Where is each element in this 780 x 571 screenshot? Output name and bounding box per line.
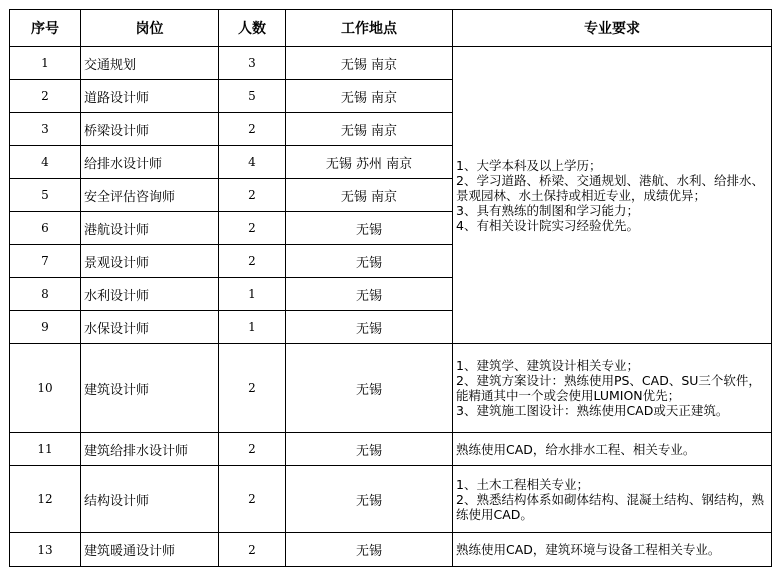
cell-count: 2 — [219, 245, 286, 278]
header-requirements: 专业要求 — [453, 10, 772, 47]
header-position: 岗位 — [81, 10, 219, 47]
requirement-line: 2、熟悉结构体系如砌体结构、混凝土结构、钢结构，熟练使用CAD。 — [456, 491, 764, 522]
cell-location: 无锡 — [286, 344, 453, 433]
cell-location: 无锡 苏州 南京 — [286, 146, 453, 179]
cell-seq: 1 — [10, 47, 81, 80]
cell-count: 2 — [219, 433, 286, 466]
cell-location: 无锡 南京 — [286, 179, 453, 212]
cell-position: 水利设计师 — [81, 278, 219, 311]
cell-seq: 2 — [10, 80, 81, 113]
requirement-line: 1、建筑学、建筑设计相关专业； — [456, 358, 639, 373]
cell-location: 无锡 南京 — [286, 47, 453, 80]
header-count: 人数 — [219, 10, 286, 47]
cell-location: 无锡 — [286, 311, 453, 344]
cell-position: 建筑暖通设计师 — [81, 533, 219, 567]
cell-position: 桥梁设计师 — [81, 113, 219, 146]
requirement-line: 1、土木工程相关专业； — [456, 476, 589, 492]
cell-seq: 12 — [10, 466, 81, 533]
cell-seq: 7 — [10, 245, 81, 278]
cell-location: 无锡 — [286, 433, 453, 466]
requirement-line: 2、学习道路、桥梁、交通规划、港航、水利、给排水、景观园林、水土保持或相近专业，成绩优异； — [456, 172, 764, 203]
table-row — [10, 466, 772, 533]
cell-count: 2 — [219, 344, 286, 433]
table-row — [10, 533, 772, 567]
requirement-line: 4、有相关设计院实习经验优先。 — [456, 217, 639, 233]
cell-location: 无锡 南京 — [286, 80, 453, 113]
cell-seq: 9 — [10, 311, 81, 344]
cell-requirements: 熟练使用CAD，建筑环境与设备工程相关专业。 — [453, 533, 772, 567]
cell-location: 无锡 — [286, 212, 453, 245]
table-row — [10, 47, 772, 80]
cell-position: 景观设计师 — [81, 245, 219, 278]
cell-position: 道路设计师 — [81, 80, 219, 113]
requirement-line: 1、大学本科及以上学历； — [456, 157, 602, 173]
cell-count: 2 — [219, 466, 286, 533]
cell-requirements — [453, 466, 772, 533]
header-seq: 序号 — [10, 10, 81, 47]
cell-position: 交通规划 — [81, 47, 219, 80]
cell-count: 2 — [219, 179, 286, 212]
header-location: 工作地点 — [286, 10, 453, 47]
requirement-line: 3、建筑施工图设计：熟练使用CAD或天正建筑。 — [456, 403, 729, 418]
cell-seq: 3 — [10, 113, 81, 146]
requirement-line: 2、建筑方案设计：熟练使用PS、CAD、SU三个软件，能精通其中一个或会使用LUMION优先； — [456, 373, 761, 403]
requirement-line: 3、具有熟练的制图和学习能力； — [456, 202, 639, 218]
cell-position: 结构设计师 — [81, 466, 219, 533]
cell-seq: 13 — [10, 533, 81, 567]
cell-requirements: 熟练使用CAD，给水排水工程、相关专业。 — [453, 433, 772, 466]
cell-position: 建筑设计师 — [81, 344, 219, 433]
header-row — [10, 10, 772, 47]
job-requirements-table — [9, 9, 772, 567]
cell-seq: 8 — [10, 278, 81, 311]
table-row — [10, 433, 772, 466]
cell-count: 5 — [219, 80, 286, 113]
cell-position: 给排水设计师 — [81, 146, 219, 179]
cell-position: 港航设计师 — [81, 212, 219, 245]
cell-count: 2 — [219, 113, 286, 146]
cell-count: 2 — [219, 533, 286, 567]
cell-seq: 4 — [10, 146, 81, 179]
cell-seq: 6 — [10, 212, 81, 245]
cell-seq: 10 — [10, 344, 81, 433]
cell-position: 安全评估咨询师 — [81, 179, 219, 212]
cell-count: 2 — [219, 212, 286, 245]
cell-count: 1 — [219, 311, 286, 344]
table-row — [10, 344, 772, 433]
cell-location: 无锡 南京 — [286, 113, 453, 146]
cell-count: 3 — [219, 47, 286, 80]
cell-position: 水保设计师 — [81, 311, 219, 344]
cell-location: 无锡 — [286, 245, 453, 278]
cell-location: 无锡 — [286, 533, 453, 567]
cell-count: 4 — [219, 146, 286, 179]
cell-location: 无锡 — [286, 278, 453, 311]
cell-requirements — [453, 344, 772, 433]
cell-position: 建筑给排水设计师 — [81, 433, 219, 466]
cell-count: 1 — [219, 278, 286, 311]
cell-location: 无锡 — [286, 466, 453, 533]
cell-seq: 5 — [10, 179, 81, 212]
cell-requirements-group — [453, 47, 772, 344]
cell-seq: 11 — [10, 433, 81, 466]
